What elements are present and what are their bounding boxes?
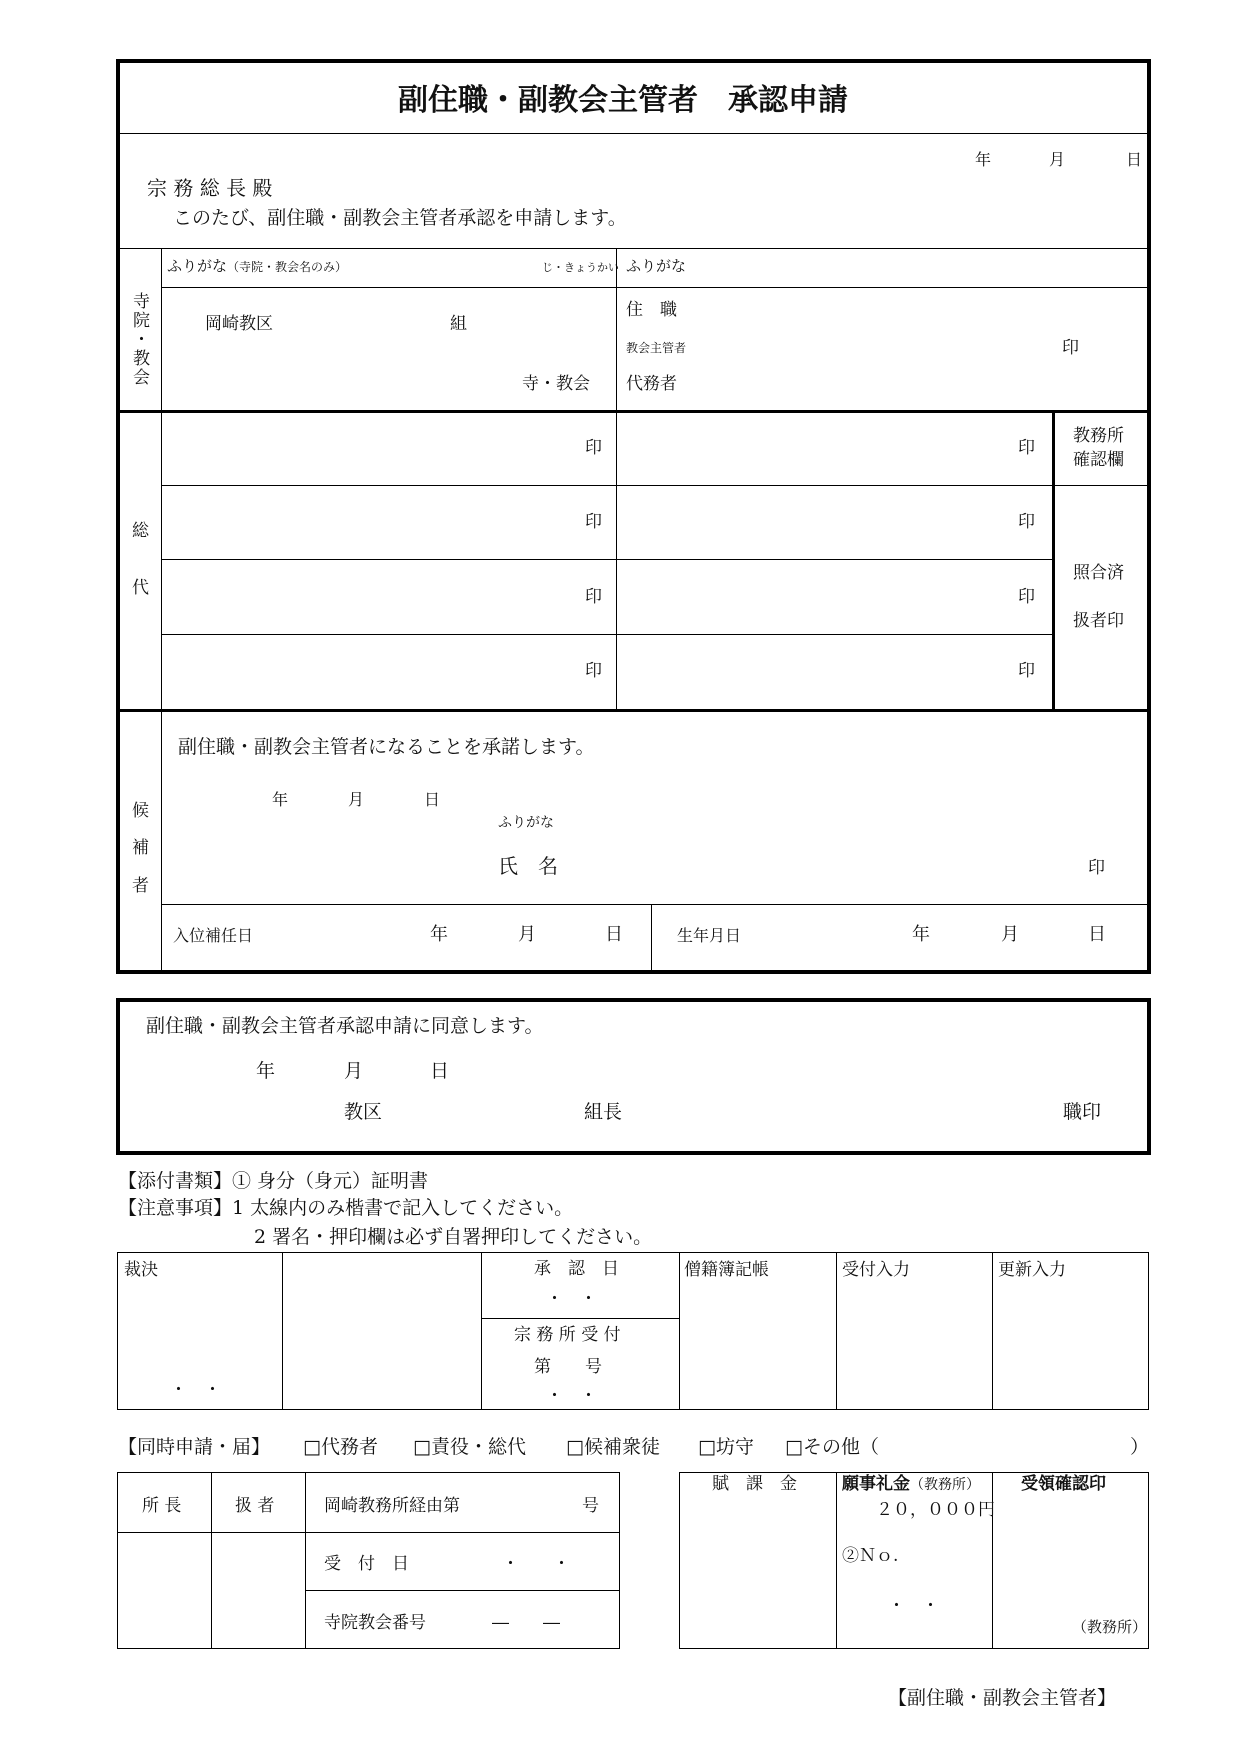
via-suffix: 号 (582, 1496, 599, 1516)
daimusha-label: 代務者 (626, 374, 677, 394)
receipt-number-label: 第 号 (534, 1357, 602, 1377)
verified-label: 照合済 (1073, 563, 1124, 583)
footer-label: 【副住職・副教会主管者】 (888, 1687, 1117, 1709)
option-other-close: ） (1130, 1436, 1150, 1458)
header-year: 年 (975, 150, 992, 169)
appointment-date-label: 入位補任日 (173, 926, 254, 945)
temple-furigana-line (162, 287, 1149, 288)
furigana-note: （寺院・教会名のみ） (227, 260, 348, 274)
levy-label: 賦 課 金 (712, 1474, 797, 1494)
candidate-seal: 印 (1088, 858, 1105, 878)
candidate-dates-line (162, 904, 1149, 905)
agreement-day: 日 (430, 1060, 450, 1082)
temple-seal: 印 (1062, 338, 1079, 358)
agreement-district: 教区 (344, 1101, 383, 1123)
no-label: ②Ｎｏ. (842, 1546, 899, 1566)
office-col-3 (679, 1252, 680, 1410)
bl-col-2 (305, 1472, 306, 1649)
furigana-reading: じ・きょうかい (542, 261, 619, 274)
sodai-label-col (161, 413, 162, 710)
appointment-month: 月 (518, 924, 536, 945)
sodai-office-line (1055, 485, 1149, 486)
birth-year: 年 (912, 924, 930, 945)
option-sekiyaku-sodai[interactable]: □責役・総代 (413, 1436, 526, 1458)
sodai-bottom-divider (118, 709, 1149, 712)
receipt-input-label: 受付入力 (842, 1260, 910, 1280)
agreement-official-seal: 職印 (1063, 1101, 1102, 1123)
caution-note-2: 2 署名・押印欄は必ず自署押印してください。 (254, 1226, 653, 1248)
approval-dots: ・ ・ (546, 1289, 597, 1309)
receipt-dots: ・ ・ (546, 1386, 597, 1406)
option-daimusha[interactable]: □代務者 (303, 1436, 378, 1458)
title-divider (118, 133, 1149, 134)
office-approval-line (481, 1318, 679, 1319)
office-check-line2: 確認欄 (1073, 450, 1124, 470)
office-col-1 (282, 1252, 283, 1410)
office-col-5 (992, 1252, 993, 1410)
receipt-confirm-label: 受領確認印 (1021, 1474, 1106, 1494)
candidate-label-3: 者 (132, 876, 149, 896)
simultaneous-label: 【同時申請・届】 (118, 1436, 271, 1458)
appointment-year: 年 (430, 924, 448, 945)
header-day: 日 (1126, 150, 1143, 169)
via-label: 岡崎教務所経由第 (324, 1496, 460, 1516)
temple-bottom-divider (118, 410, 1149, 413)
no-dots: ・ ・ (888, 1596, 939, 1616)
sodai-row-line-1 (162, 485, 1052, 486)
candidate-label-col (161, 712, 162, 972)
br-col-2 (992, 1472, 993, 1649)
sodai-seal-1l: 印 (585, 438, 602, 458)
agreement-text: 副住職・副教会主管者承認申請に同意します。 (146, 1015, 544, 1037)
candidate-dates-mid (651, 905, 652, 972)
received-dots: ・ ・ (502, 1554, 570, 1574)
form-title: 副住職・副教会主管者 承認申請 (398, 83, 848, 118)
sodai-seal-2l: 印 (585, 512, 602, 532)
register-label: 僧籍簿記帳 (684, 1260, 769, 1280)
sodai-label-1: 総 (132, 521, 149, 541)
option-other[interactable]: □その他（ (785, 1436, 879, 1458)
fee-label-text: 願事礼金 (842, 1474, 910, 1494)
candidate-month: 月 (348, 790, 365, 809)
candidate-consent: 副住職・副教会主管者になることを承諾します。 (178, 736, 595, 758)
sodai-row-line-2 (162, 559, 1052, 560)
header-month: 月 (1049, 150, 1066, 169)
office-receipt-label: 宗 務 所 受 付 (514, 1325, 621, 1345)
sodai-seal-3l: 印 (585, 587, 602, 607)
agreement-month: 月 (344, 1060, 364, 1082)
update-input-label: 更新入力 (998, 1260, 1066, 1280)
juushoku-label: 住 職 (626, 300, 677, 320)
office-col-2 (481, 1252, 482, 1410)
temple-section-label: 寺院・教会 (129, 292, 149, 387)
birth-day: 日 (1088, 924, 1106, 945)
candidate-label-1: 候 (132, 801, 149, 821)
intro-text: このたび、副住職・副教会主管者承認を申請します。 (173, 207, 627, 229)
director-label: 所 長 (142, 1496, 182, 1516)
sodai-seal-2r: 印 (1018, 512, 1035, 532)
candidate-label-2: 補 (132, 838, 149, 858)
sodai-label-2: 代 (132, 578, 149, 598)
bl-row-2 (305, 1590, 620, 1591)
sodai-seal-4l: 印 (585, 661, 602, 681)
office-note: （教務所） (1072, 1618, 1148, 1636)
caution-note-1: 【注意事項】1 太線内のみ楷書で記入してください。 (118, 1197, 574, 1219)
fee-amount: ２０，０００円 (876, 1500, 995, 1520)
temple-number-label: 寺院教会番号 (324, 1613, 426, 1633)
candidate-name-label: 氏 名 (498, 854, 558, 878)
sodai-row-line-3 (162, 634, 1052, 635)
decision-dots: ・ ・ (170, 1380, 221, 1400)
agreement-year: 年 (256, 1060, 276, 1082)
bl-col-1 (211, 1472, 212, 1649)
appointment-day: 日 (605, 924, 623, 945)
addressee: 宗 務 総 長 殿 (147, 176, 273, 200)
agreement-group-leader: 組長 (584, 1101, 623, 1123)
temple-suffix: 寺・教会 (522, 374, 590, 394)
right-furigana-label: ふりがな (626, 257, 687, 275)
temple-number-dashes: ― ― (492, 1613, 560, 1633)
option-kouho-shuuto[interactable]: □候補衆徒 (566, 1436, 660, 1458)
bl-row-1 (117, 1532, 620, 1533)
candidate-year: 年 (272, 790, 289, 809)
fee-label (842, 1476, 980, 1493)
sodai-mid-col (616, 413, 617, 710)
received-date-label: 受 付 日 (324, 1554, 409, 1574)
birth-date-label: 生年月日 (677, 926, 742, 945)
decision-label: 裁決 (124, 1260, 158, 1280)
furigana-label (167, 259, 347, 274)
sodai-seal-3r: 印 (1018, 587, 1035, 607)
intro-divider (118, 248, 1149, 249)
attachments-note: 【添付書類】① 身分（身元）証明書 (118, 1170, 429, 1192)
office-check-line1: 教務所 (1073, 426, 1124, 446)
office-table (117, 1252, 1149, 1410)
furigana-label-text: ふりがな (167, 257, 228, 275)
candidate-furigana: ふりがな (498, 815, 554, 831)
temple-label-col (161, 249, 162, 411)
group-label: 組 (450, 314, 467, 334)
sodai-seal-1r: 印 (1018, 438, 1035, 458)
option-bomori[interactable]: □坊守 (698, 1436, 754, 1458)
candidate-day: 日 (424, 790, 441, 809)
handler-seal-label: 扱者印 (1073, 611, 1124, 631)
sodai-office-col (1052, 413, 1055, 710)
birth-month: 月 (1001, 924, 1019, 945)
district-label: 岡崎教区 (205, 314, 273, 334)
handler-label: 扱 者 (235, 1496, 275, 1516)
fee-note: （教務所） (910, 1477, 980, 1493)
office-col-4 (836, 1252, 837, 1410)
approval-date-label: 承 認 日 (534, 1259, 619, 1279)
kyoukai-shukansha-label: 教会主管者 (626, 341, 687, 355)
br-col-1 (836, 1472, 837, 1649)
sodai-seal-4r: 印 (1018, 661, 1035, 681)
